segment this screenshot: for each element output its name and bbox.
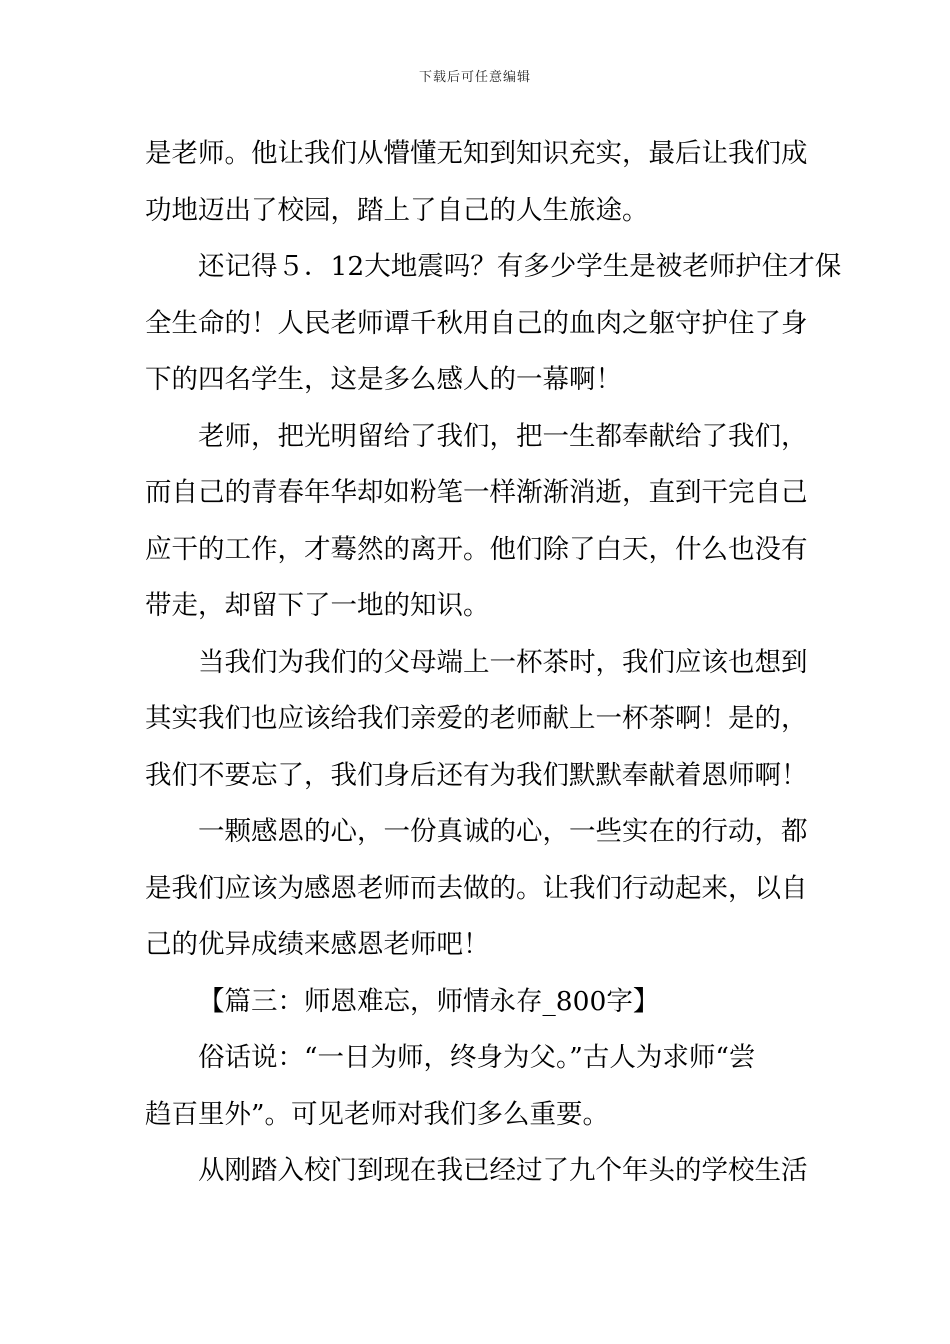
text-line: 我们不要忘了，我们身后还有为我们默默奉献着恩师啊！ (145, 759, 808, 791)
text-line: 功地迈出了校园，踏上了自己的人生旅途。 (145, 194, 649, 226)
text-line: 从刚踏入校门到现在我已经过了九个年头的学校生活 (198, 1155, 808, 1186)
text-line: 是我们应该为感恩老师而去做的。让我们行动起来，以自 (145, 872, 808, 904)
text-line: 全生命的！人民老师谭千秋用自己的血肉之躯守护住了身 (145, 307, 808, 339)
text-line: 应干的工作，才蓦然的离开。他们除了白天，什么也没有 (145, 533, 808, 565)
text-line: 当我们为我们的父母端上一杯茶时，我们应该也想到 (198, 646, 808, 678)
page-header: 下载后可任意编辑 (418, 70, 531, 85)
text-line: 是老师。他让我们从懵懂无知到知识充实，最后让我们成 (145, 138, 808, 169)
section-heading: 【篇三：师恩难忘，师情永存_800字】 (198, 985, 660, 1017)
text-line: 老师，把光明留给了我们，把一生都奉献给了我们， (198, 420, 808, 452)
text-line: 带走，却留下了一地的知识。 (145, 590, 490, 621)
text-line: 而自己的青春年华却如粉笔一样渐渐消逝，直到干完自己 (145, 477, 808, 508)
text-line: 趋百里外”。可见老师对我们多么重要。 (145, 1098, 610, 1130)
text-line: 其实我们也应该给我们亲爱的老师献上一杯茶啊！是的， (145, 703, 808, 734)
text-line: 还记得５．12大地震吗？有多少学生是被老师护住才保 (198, 251, 842, 282)
text-line: 下的四名学生，这是多么感人的一幕啊！ (145, 364, 622, 395)
text-line: 一颗感恩的心，一份真诚的心，一些实在的行动，都 (198, 816, 808, 847)
text-line: 己的优异成绩来感恩老师吧！ (145, 929, 490, 960)
text-line: 俗话说：“一日为师，终身为父。”古人为求师“尝 (198, 1042, 756, 1073)
document-body (145, 126, 842, 1200)
